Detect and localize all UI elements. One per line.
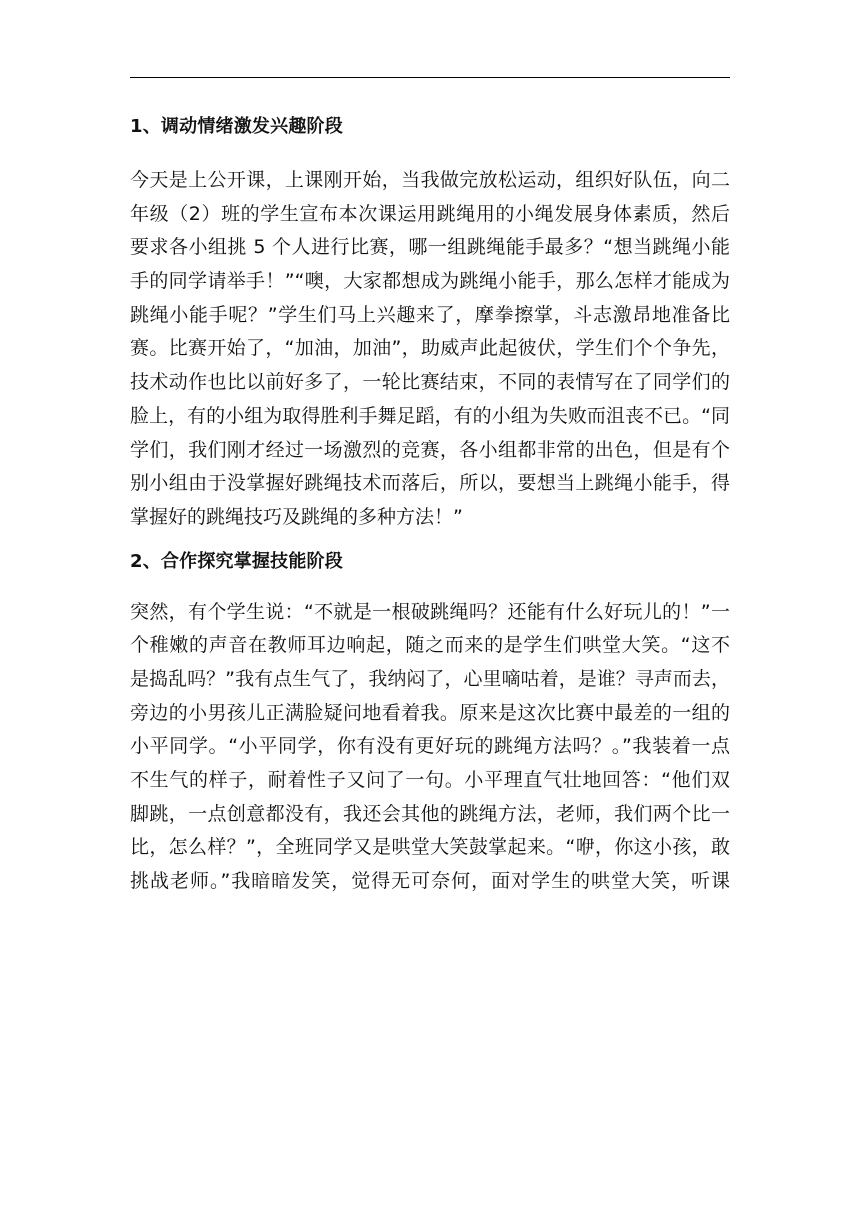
- document-body: [130, 112, 730, 899]
- paragraph-line: 手的同学请举手！”“噢，大家都想成为跳绳小能手，那么怎样才能成为: [130, 270, 730, 293]
- paragraph-line: 比，怎么样？”，全班同学又是哄堂大笑鼓掌起来。“咿，你这小孩，敢: [130, 836, 730, 859]
- paragraph-line: 跳绳小能手呢？”学生们马上兴趣来了，摩拳擦掌，斗志激昂地准备比: [130, 303, 730, 326]
- paragraph-line: 脚跳，一点创意都没有，我还会其他的跳绳方法，老师，我们两个比一: [130, 802, 730, 825]
- paragraph-line: 挑战老师。”我暗暗发笑，觉得无可奈何，面对学生的哄堂大笑，听课: [130, 870, 730, 893]
- paragraph-line: 旁边的小男孩儿正满脸疑问地看着我。原来是这次比赛中最差的一组的: [130, 701, 730, 724]
- section-heading-2: 2、合作探究掌握技能阶段: [130, 550, 343, 572]
- paragraph-line: 赛。比赛开始了，“加油，加油”，助威声此起彼伏，学生们个个争先，: [130, 337, 730, 360]
- paragraph-line: 小平同学。“小平同学，你有没有更好玩的跳绳方法吗？。”我装着一点: [130, 735, 730, 758]
- paragraph-line: 个稚嫩的声音在教师耳边响起，随之而来的是学生们哄堂大笑。“这不: [130, 634, 730, 657]
- section-paragraph-2: [130, 596, 730, 899]
- section-paragraph-1: [130, 164, 730, 535]
- paragraph-line: 技术动作也比以前好多了，一轮比赛结束，不同的表情写在了同学们的: [130, 371, 730, 394]
- paragraph-line: 学们，我们刚才经过一场激烈的竞赛，各小组都非常的出色，但是有个: [130, 438, 730, 461]
- paragraph-line: 不生气的样子，耐着性子又问了一句。小平理直气壮地回答：“他们双: [130, 769, 730, 791]
- paragraph-line: 掌握好的跳绳技巧及跳绳的多种方法！”: [130, 505, 463, 528]
- paragraph-line: 突然，有个学生说：“不就是一根破跳绳吗？还能有什么好玩儿的！”一: [130, 600, 730, 623]
- paragraph-line: 别小组由于没掌握好跳绳技术而落后，所以，要想当上跳绳小能手，得: [130, 472, 730, 495]
- section-heading-1: 1、调动情绪激发兴趣阶段: [130, 116, 343, 137]
- header-rule: [130, 77, 730, 78]
- paragraph-line: 是捣乱吗？”我有点生气了，我纳闷了，心里嘀咕着，是谁？寻声而去，: [130, 667, 730, 690]
- paragraph-line: 要求各小组挑 5 个人进行比赛，哪一组跳绳能手最多？“想当跳绳小能: [130, 236, 730, 259]
- paragraph-line: 今天是上公开课，上课刚开始，当我做完放松运动，组织好队伍，向二: [130, 169, 730, 191]
- paragraph-line: 脸上，有的小组为取得胜利手舞足蹈，有的小组为失败而沮丧不已。“同: [130, 404, 730, 427]
- paragraph-line: 年级（2）班的学生宣布本次课运用跳绳用的小绳发展身体素质，然后: [130, 202, 730, 225]
